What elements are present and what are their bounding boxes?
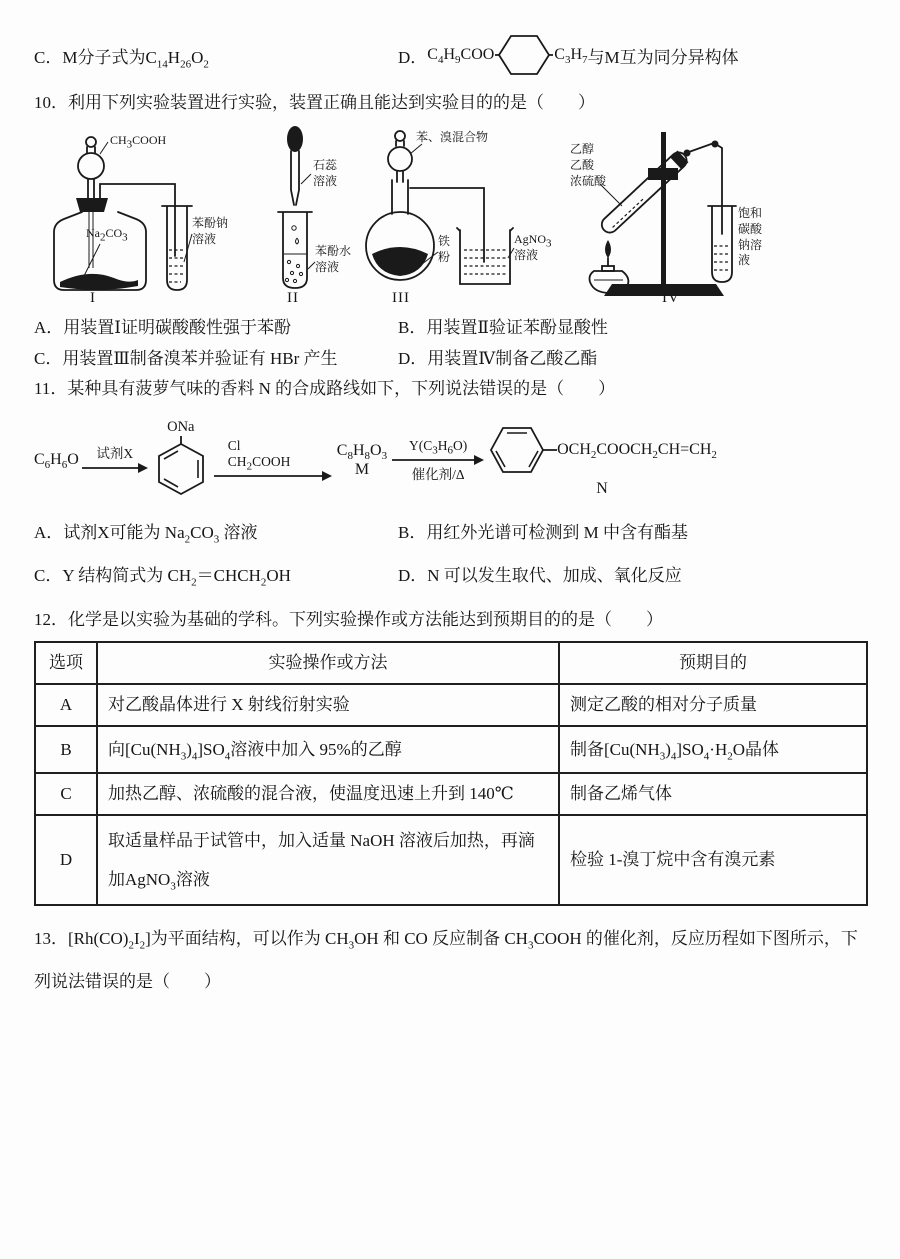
- q12-table: [34, 641, 868, 906]
- row-b-operation: 向$[Cu(NH_3)_4]SO_4$溶液中加入 95%的乙醇: [97, 726, 559, 774]
- q11-option-c: C．Y 结构简式为 $CH_2=CHCH_2OH$: [34, 566, 291, 589]
- q11-option-d: D．N 可以发生取代、加成、氧化反应: [398, 566, 682, 586]
- table-row: [35, 815, 867, 905]
- apparatus-figure: [34, 122, 868, 307]
- catalyst-delta-label: 催化剂/Δ: [411, 467, 465, 483]
- table-row: [35, 726, 867, 774]
- q10-option-c: C．用装置Ⅲ制备溴苯并验证有 HBr 产生: [34, 348, 338, 368]
- question-9-option-c: C．M分子式为$C_{14}H_{26}O_2$: [34, 47, 209, 70]
- question-11-options-ab: [34, 520, 868, 546]
- phenol-solution-label: 苯酚水 溶液: [315, 244, 352, 274]
- header-purpose: 预期目的: [559, 642, 867, 684]
- question-10-options-cd: [34, 346, 868, 372]
- row-d-option: D: [35, 815, 97, 905]
- question-10-stem: 10．利用下列实验装置进行实验，装置正确且能达到实验目的的是（ ）: [34, 93, 595, 112]
- synthesis-route-figure: [34, 419, 868, 502]
- question-11-stem: 11．某种具有菠萝气味的香料 N 的合成路线如下，下列说法错误的是（ ）: [34, 379, 616, 399]
- table-row: [35, 773, 867, 815]
- benzene-ring-icon: [151, 436, 211, 502]
- flask-beaker-icon: [364, 122, 564, 307]
- header-option: 选项: [35, 642, 97, 684]
- iron-powder-label: 铁 粉: [438, 234, 451, 264]
- litmus-solution-label: 石蕊 溶液: [313, 158, 338, 188]
- arrow-icon: [82, 462, 148, 474]
- benzene-bromine-label: 苯、溴混合物: [416, 130, 489, 145]
- cyclohexane-ester-structure: [427, 31, 587, 79]
- apparatus-2-diagram: [249, 122, 364, 307]
- sodium-phenolate-label: 苯酚钠 溶液: [192, 216, 229, 246]
- row-c-purpose: 制备乙烯气体: [559, 773, 867, 815]
- apparatus-1-diagram: [34, 122, 249, 307]
- apparatus-2-caption: II: [287, 290, 299, 307]
- option-d-label: D．: [398, 47, 428, 67]
- m-name: M: [354, 461, 370, 479]
- arrow-icon: [214, 470, 332, 482]
- question-12-stem: 12．化学是以实验为基础的学科。下列实验操作或方法能达到预期目的的是（ ）: [34, 609, 663, 629]
- row-c-option: C: [35, 773, 97, 815]
- sodium-carbonate-label: $Na_2CO_3$: [86, 226, 128, 244]
- silver-nitrate-label: AgNO$_3$ 溶液: [514, 232, 552, 262]
- gas-generator-icon: [34, 122, 249, 307]
- row-a-operation: 对乙酸晶体进行 X 射线衍射实验: [97, 684, 559, 726]
- chloroacetic-acid-label: [214, 438, 291, 473]
- sat-sodium-carbonate-label: 饱和 碳酸 钠溶 液: [738, 206, 763, 268]
- row-d-purpose: 检验 1-溴丁烷中含有溴元素: [559, 815, 867, 905]
- n-chain-formula: $OCH_2COOCH_2CH=CH_2$: [557, 441, 717, 462]
- ona-label: ONa: [167, 418, 195, 435]
- ch2cooh-label: $CH_2COOH$: [227, 453, 291, 473]
- q10-option-d: D．用装置Ⅳ制备乙酸乙酯: [398, 348, 598, 368]
- ester-formula-right: $C_3H_7$: [554, 46, 588, 67]
- cyclohexane-ring-icon: [495, 31, 553, 79]
- table-row: [35, 684, 867, 726]
- question-9-option-d: [398, 31, 739, 79]
- header-operation: 实验操作或方法: [97, 642, 559, 684]
- m-formula: $C_8H_8O_3$: [336, 442, 388, 463]
- row-c-operation: 加热乙醇、浓硫酸的混合液，使温度迅速上升到 140℃: [97, 773, 559, 815]
- row-b-option: B: [35, 726, 97, 774]
- arrow-icon: [392, 454, 484, 466]
- benzene-ring-icon: [487, 422, 557, 478]
- question-10-options-ab: [34, 315, 868, 341]
- question-9-options-row: [34, 24, 868, 86]
- row-a-option: A: [35, 684, 97, 726]
- reagent-y-label: $Y(C_3H_6O)$: [408, 437, 468, 457]
- route-start-formula: $C_6H_6O$: [34, 451, 79, 472]
- apparatus-3-caption: III: [392, 290, 410, 307]
- option-d-suffix: 与M互为同分异构体: [587, 47, 739, 67]
- row-b-purpose: 制备$[Cu(NH_3)_4]SO_4\cdot H_2O$晶体: [559, 726, 867, 774]
- product-n-structure: [487, 422, 717, 498]
- ester-formula-left: $C_4H_9COO$: [427, 46, 495, 67]
- q10-option-b: B．用装置Ⅱ验证苯酚显酸性: [398, 318, 608, 338]
- q11-option-b: B．用红外光谱可检测到 M 中含有酯基: [398, 522, 688, 542]
- question-13-stem: 13．$[Rh(CO)_2I_2]$为平面结构，可以作为 $CH_3OH$ 和 CO 反应制备 $CH_3COOH$ 的催化剂，反应历程如下图所示，下列说法错误的是（ ）: [34, 929, 858, 991]
- acetic-acid-label: $CH_3COOH$: [110, 133, 167, 151]
- route-arrow-2: [214, 438, 332, 482]
- q10-option-a: A．用装置Ⅰ证明碳酸酸性强于苯酚: [34, 318, 291, 338]
- phenolate-ring-structure: [151, 419, 211, 502]
- ethanol-acid-label: 乙醇 乙酸 浓硫酸: [570, 142, 607, 188]
- n-name: N: [596, 480, 608, 498]
- reagent-x-label: 试剂X: [96, 445, 134, 461]
- cl-label: Cl: [227, 438, 241, 454]
- dropper-test-tube-icon: [249, 122, 364, 307]
- apparatus-1-caption: I: [90, 290, 96, 307]
- row-d-operation: 取适量样品于试管中，加入适量 NaOH 溶液后加热，再滴加AgNO$_3$溶液: [97, 815, 559, 905]
- apparatus-4-diagram: [564, 122, 764, 307]
- row-a-purpose: 测定乙酸的相对分子质量: [559, 684, 867, 726]
- q11-option-a: A．试剂X可能为 $Na_2CO_3$ 溶液: [34, 522, 258, 546]
- question-11-options-cd: [34, 563, 868, 589]
- route-arrow-1: [82, 446, 148, 475]
- apparatus-3-diagram: [364, 122, 564, 307]
- intermediate-m: [337, 441, 387, 479]
- route-arrow-3: [392, 438, 484, 483]
- table-header-row: [35, 642, 867, 684]
- apparatus-4-caption: IV: [662, 290, 680, 307]
